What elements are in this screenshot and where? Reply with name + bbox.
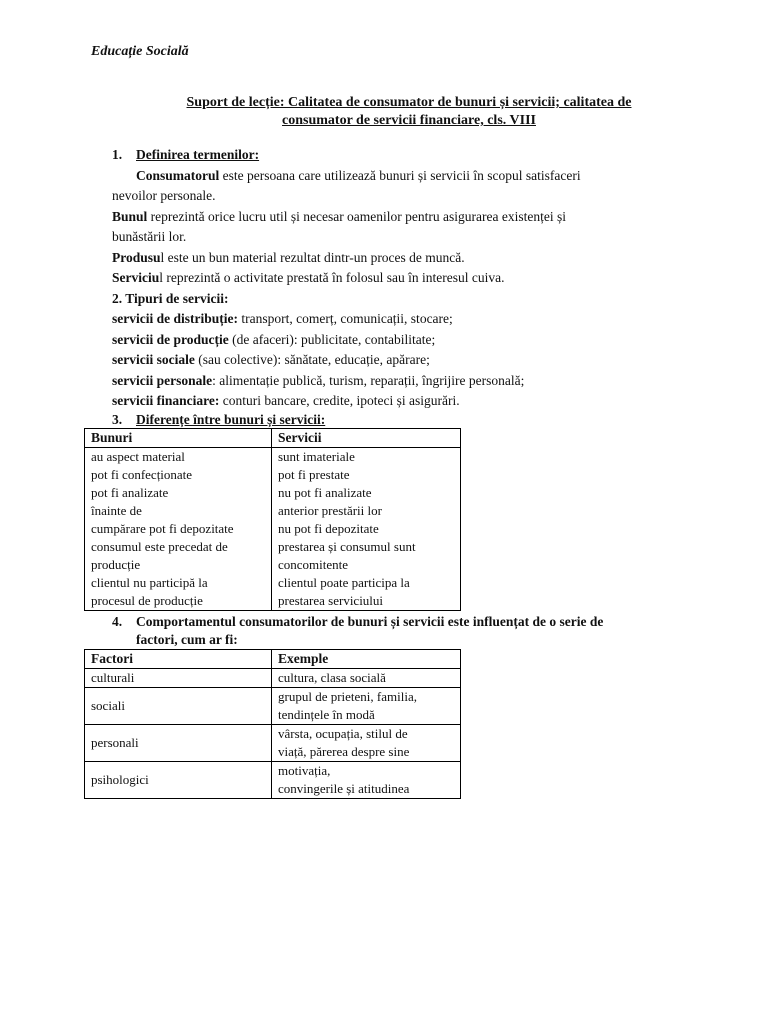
section-1-heading: 1. Definirea termenilor: [112,147,260,162]
definition-service: Serviciul reprezintă o activitate prestată în folosul sau în interesul cuiva. [112,270,505,285]
consumer-factors-table [84,649,461,799]
service-type-financial: servicii financiare: conturi bancare, credite, ipoteci și asigurări. [112,393,460,408]
table-row [85,668,461,687]
document-title [112,94,706,130]
title-line-2: consumator de servicii financiare, cls. VIII [282,113,536,128]
table-row [85,687,461,724]
service-type-distribution: servicii de distribuție: transport, comerț, comunicații, stocare; [112,311,453,326]
services-cell: sunt imateriale pot fi prestate nu pot fi analizate anterior prestării lor nu pot fi depozitate prestarea și consumul sunt concomitente clientul poate participa la prestarea serviciului [272,447,461,610]
examples-cell: vârsta, ocupația, stilul de viață, părerea despre sine [272,724,461,761]
document-body [91,145,652,799]
factor-cell: psihologici [85,761,272,798]
table-header-row [85,428,461,447]
examples-cell: motivația, convingerile și atitudinea [272,761,461,798]
column-header-examples: Exemple [272,649,461,668]
section-2-heading: 2. Tipuri de servicii: [112,290,229,306]
definition-product: Produsul este un bun material rezultat dintr-un proces de muncă. [112,249,465,265]
factor-cell: sociali [85,687,272,724]
section-3-heading: 3. Diferențe între bunuri și servicii: [112,411,326,427]
table-header-row [85,649,461,668]
definition-consumer-cont: nevoilor personale. [112,188,216,203]
column-header-goods: Bunuri [85,428,272,447]
definition-consumer: Consumatorul este persoana care utilizează bunuri și servicii în scopul satisfaceri [136,167,581,183]
title-line-1: Suport de lecție: Calitatea de consumator de bunuri și servicii; calitatea de [186,95,632,110]
service-type-production: servicii de producție (de afaceri): publicitate, contabilitate; [112,331,436,347]
examples-cell: grupul de prieteni, familia, tendințele în modă [272,687,461,724]
table-row [85,724,461,761]
definition-good: Bunul reprezintă orice lucru util și necesar oamenilor pentru asigurarea existenței și [112,208,566,224]
examples-cell: cultura, clasa socială [272,668,461,687]
goods-vs-services-table [84,428,461,611]
table-row [85,447,461,610]
section-4-heading: 4. Comportamentul consumatorilor de bunuri și servicii este influențat de o serie de factori, cum ar fi: [112,613,604,647]
service-type-personal: servicii personale: alimentație publică, turism, reparații, îngrijire personală; [112,372,525,388]
table-row [85,761,461,798]
subject-header: Educație Socială [91,44,189,59]
definition-good-cont: bunăstării lor. [112,229,187,244]
column-header-services: Servicii [272,428,461,447]
column-header-factors: Factori [85,649,272,668]
service-type-social: servicii sociale (sau colective): sănătate, educație, apărare; [112,352,430,367]
factor-cell: culturali [85,668,272,687]
factor-cell: personali [85,724,272,761]
goods-cell: au aspect material pot fi confecționate pot fi analizate înainte de cumpărare pot fi depozitate consumul este precedat de producție clientul nu participă la procesul de producție [85,447,272,610]
